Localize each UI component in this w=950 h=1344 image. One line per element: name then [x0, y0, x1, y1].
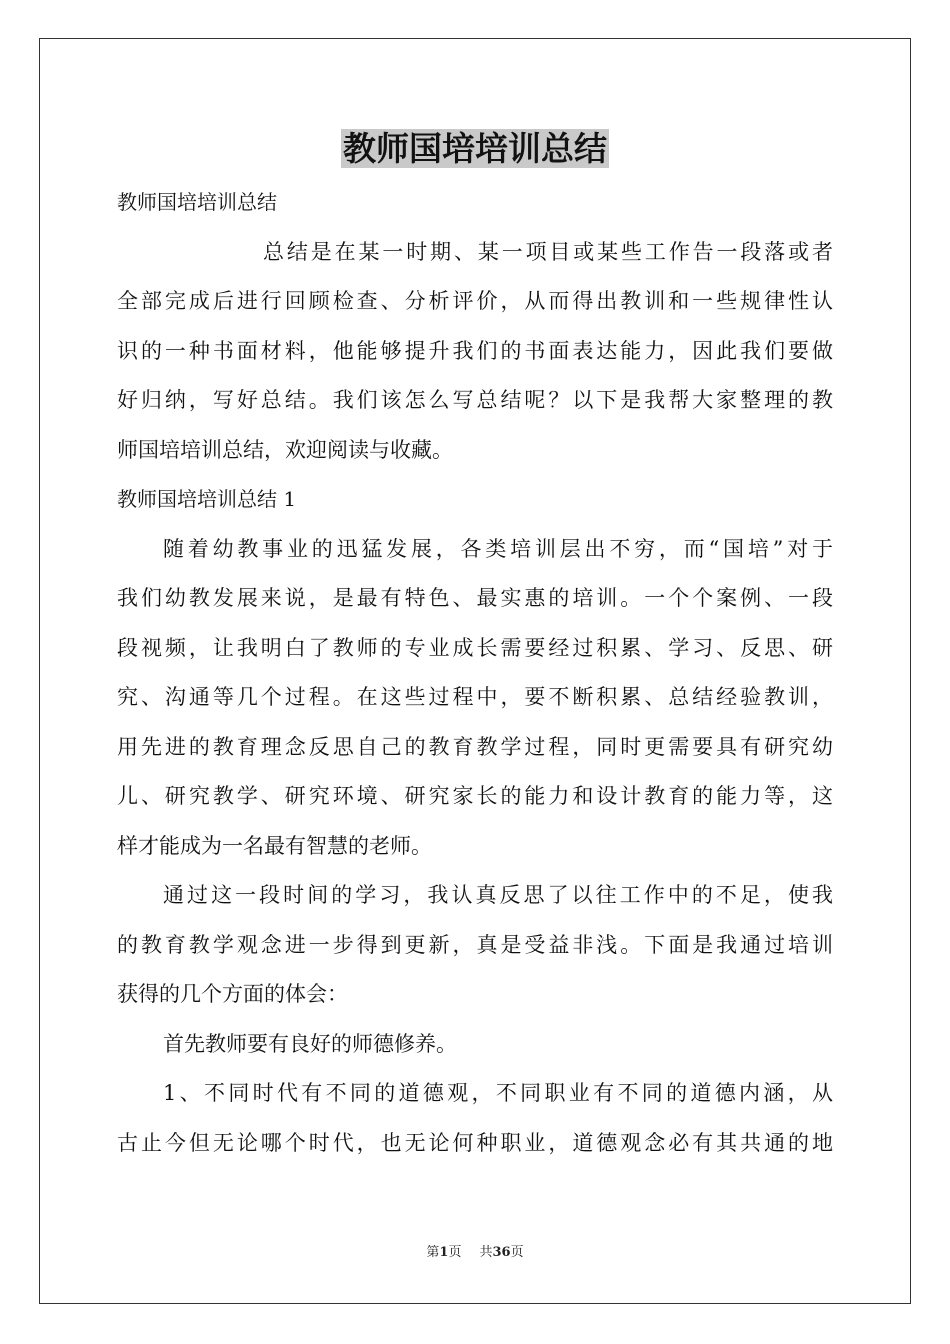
paragraph-line: 通过这一段时间的学习，我认真反思了以往工作中的不足，使我	[163, 883, 833, 907]
total-pages: 36	[492, 1245, 511, 1260]
page-suffix: 页	[448, 1245, 462, 1260]
paragraph-line: 用先进的教育理念反思自己的教育教学过程，同时更需要具有研究幼	[117, 734, 833, 759]
page-footer	[0, 1244, 950, 1262]
paragraph-line: 的教育教学观念进一步得到更新，真是受益非浅。下面是我通过培训	[117, 932, 833, 957]
total-prefix: 共	[479, 1245, 493, 1260]
paragraph-line: 全部完成后进行回顾检查、分析评价，从而得出教训和一些规律性认	[117, 289, 833, 313]
paragraph-line: 师国培培训总结，欢迎阅读与收藏。	[117, 437, 453, 462]
paragraph-line: 1、不同时代有不同的道德观，不同职业有不同的道德内涵，从	[163, 1081, 833, 1105]
paragraph-line: 段视频，让我明白了教师的专业成长需要经过积累、学习、反思、研	[117, 635, 833, 660]
section-heading: 教师国培培训总结 1	[117, 487, 297, 511]
paragraph-line: 样才能成为一名最有智慧的老师。	[117, 833, 432, 858]
page-prefix: 第	[426, 1245, 440, 1260]
paragraph-line: 究、沟通等几个过程。在这些过程中，要不断积累、总结经验教训，	[117, 685, 833, 709]
paragraph-line: 总结是在某一时期、某一项目或某些工作告一段落或者	[263, 239, 833, 264]
document-body	[117, 178, 833, 1168]
section-heading: 教师国培培训总结	[117, 190, 277, 214]
paragraph-line: 获得的几个方面的体会：	[117, 982, 348, 1006]
paragraph-line: 我们幼教发展来说，是最有特色、最实惠的培训。一个个案例、一段	[117, 586, 833, 610]
page-number: 1	[439, 1245, 449, 1260]
paragraph-line: 好归纳，写好总结。我们该怎么写总结呢？以下是我帮大家整理的教	[117, 388, 833, 412]
paragraph-line: 儿、研究教学、研究环境、研究家长的能力和设计教育的能力等，这	[117, 784, 833, 808]
document-title-text: 教师国培培训总结	[343, 129, 607, 168]
paragraph-line: 古止今但无论哪个时代，也无论何种职业，道德观念必有其共通的地	[117, 1130, 833, 1155]
document-title	[0, 127, 950, 171]
paragraph-line: 识的一种书面材料，他能够提升我们的书面表达能力，因此我们要做	[117, 338, 833, 363]
total-suffix: 页	[510, 1245, 524, 1260]
paragraph-line: 首先教师要有良好的师德修养。	[163, 1031, 457, 1056]
paragraph-line: 随着幼教事业的迅猛发展，各类培训层出不穷，而“国培”对于	[163, 536, 833, 561]
